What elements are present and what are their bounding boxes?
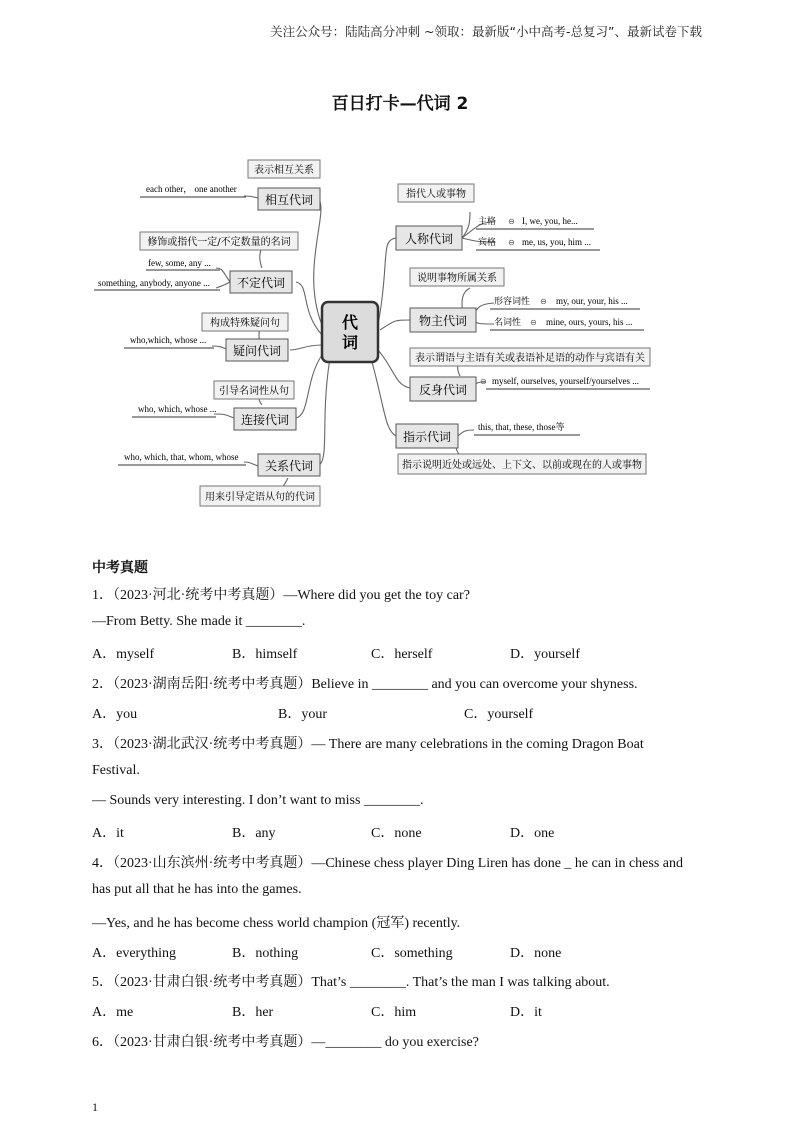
sub-personal-1-value: I, we, you, he... — [522, 216, 578, 226]
page-header: 关注公众号：陆陆高分冲刺 ~领取：最新版“小中高考-总复习”、最新试卷下载 — [270, 24, 702, 39]
label-indefinite: 不定代词 — [236, 276, 286, 290]
q2-line-1: 2．（2023·湖南岳阳·统考中考真题）Believe in ________ and you can overcome your shyness. — [92, 677, 638, 692]
sub-possessive-1-name: 形容词性 — [494, 297, 531, 307]
q4-option-b[interactable]: B．nothing — [232, 946, 299, 961]
q4-option-c[interactable]: C．something — [371, 946, 453, 961]
item-relative-1: who, which, that, whom, whose — [124, 452, 239, 462]
q2-option-c[interactable]: C．yourself — [464, 707, 534, 722]
center-node — [322, 302, 378, 362]
q5-option-c[interactable]: C．him — [371, 1005, 417, 1020]
pronoun-mindmap — [0, 150, 800, 520]
node-interrogative — [124, 313, 288, 361]
sub-possessive-1-value: my, our, your, his ... — [556, 296, 628, 306]
q1-option-b[interactable]: B．himself — [232, 647, 298, 662]
q3-line-3: — Sounds very interesting. I don’t want to miss ________. — [92, 793, 424, 808]
note-relative: 用来引导定语从句的代词 — [205, 492, 315, 503]
q3-line-1: 3．（2023·湖北武汉·统考中考真题）— There are many celebrations in the coming Dragon Boat — [92, 737, 644, 752]
note-reflexive: 表示谓语与主语有关或表语补足语的动作与宾语有关 — [415, 353, 645, 364]
svg-text:⊖: ⊖ — [530, 318, 537, 327]
q4-option-d[interactable]: D．none — [510, 946, 562, 961]
sub-possessive-2-value: mine, ours, yours, his ... — [546, 317, 633, 327]
page-title: 百日打卡—代词 2 — [331, 94, 469, 114]
label-relative: 关系代词 — [264, 459, 314, 473]
section-title: 中考真题 — [92, 560, 148, 576]
q4-option-a[interactable]: A．everything — [92, 946, 176, 961]
label-personal: 人称代词 — [404, 232, 454, 246]
q3-option-d[interactable]: D．one — [510, 826, 555, 841]
item-reciprocal-1: each other， one another — [146, 184, 237, 194]
q5-line-1: 5．（2023·甘肃白银·统考中考真题）That’s ________. That’s the man I was talking about. — [92, 975, 610, 990]
node-reciprocal — [140, 160, 320, 210]
note-reciprocal: 表示相互关系 — [254, 165, 314, 176]
item-reflexive-1: myself, ourselves, yourself/yourselves ... — [492, 376, 639, 386]
item-indefinite-1: few, some, any ... — [148, 258, 211, 268]
q1-option-c[interactable]: C．herself — [371, 647, 433, 662]
svg-text:⊖: ⊖ — [540, 297, 547, 306]
sub-personal-2-value: me, us, you, him ... — [522, 237, 591, 247]
label-possessive: 物主代词 — [418, 314, 468, 328]
svg-text:⊖: ⊖ — [508, 217, 515, 226]
svg-text:⊖: ⊖ — [480, 377, 487, 386]
center-char-1: 代 — [341, 313, 359, 332]
note-demonstrative: 指示说明近处或远处、上下文、以前或现在的人或事物 — [402, 460, 642, 471]
q1-line-2: —From Betty. She made it ________. — [92, 614, 306, 629]
node-personal — [396, 184, 600, 250]
q3-option-a[interactable]: A．it — [92, 826, 124, 841]
label-interrogative: 疑问代词 — [232, 344, 282, 358]
q2-option-a[interactable]: A．you — [92, 707, 138, 722]
q3-option-b[interactable]: B．any — [232, 826, 276, 841]
q1-option-d[interactable]: D．yourself — [510, 647, 580, 662]
sub-possessive-2-name: 名词性 — [494, 318, 522, 328]
note-interrogative: 构成特殊疑问句 — [210, 318, 280, 329]
node-demonstrative — [396, 421, 646, 474]
q2-option-b[interactable]: B．your — [278, 707, 327, 722]
label-conjunctive: 连接代词 — [240, 413, 290, 427]
q5-option-b[interactable]: B．her — [232, 1005, 274, 1020]
sub-personal-1-name: 主格 — [478, 217, 497, 227]
sub-personal-2-name: 宾格 — [478, 238, 497, 248]
node-indefinite — [94, 232, 298, 293]
q6-line-1: 6．（2023·甘肃白银·统考中考真题）—________ do you exercise? — [92, 1035, 479, 1050]
q1-option-a[interactable]: A．myself — [92, 647, 155, 662]
q4-line-1: 4．（2023·山东滨州·统考中考真题）—Chinese chess player Ding Liren has done _ he can in chess and — [92, 856, 683, 871]
svg-text:⊖: ⊖ — [508, 238, 515, 247]
q4-line-3: —Yes, and he has become chess world champion (冠军) recently. — [92, 916, 461, 931]
q5-option-d[interactable]: D．it — [510, 1005, 542, 1020]
item-interrogative-1: who,which, whose ... — [130, 335, 207, 345]
note-indefinite: 修饰或指代一定/不定数量的名词 — [147, 237, 291, 248]
item-indefinite-2: something, anybody, anyone ... — [98, 278, 210, 288]
label-reciprocal: 相互代词 — [264, 193, 314, 207]
label-demonstrative: 指示代词 — [402, 430, 452, 444]
node-reflexive — [410, 348, 650, 401]
note-conjunctive: 引导名词性从句 — [219, 386, 289, 397]
q5-option-a[interactable]: A．me — [92, 1005, 134, 1020]
item-demonstrative-1: this, that, these, those等 — [478, 422, 565, 432]
label-reflexive: 反身代词 — [418, 383, 468, 397]
note-personal: 指代人或事物 — [406, 189, 466, 200]
node-conjunctive — [132, 381, 296, 430]
item-conjunctive-1: who, which, whose ... — [138, 404, 217, 414]
q4-line-2: has put all that he has into the games. — [92, 882, 302, 897]
q3-option-c[interactable]: C．none — [371, 826, 422, 841]
center-char-2: 词 — [341, 333, 359, 352]
node-possessive — [410, 268, 644, 332]
note-possessive: 说明事物所属关系 — [417, 273, 497, 284]
q3-line-2: Festival. — [92, 763, 140, 778]
page-number: 1 — [92, 1100, 98, 1114]
q1-line-1: 1．（2023·河北·统考中考真题）—Where did you get the toy car? — [92, 588, 470, 603]
node-relative — [118, 452, 320, 506]
